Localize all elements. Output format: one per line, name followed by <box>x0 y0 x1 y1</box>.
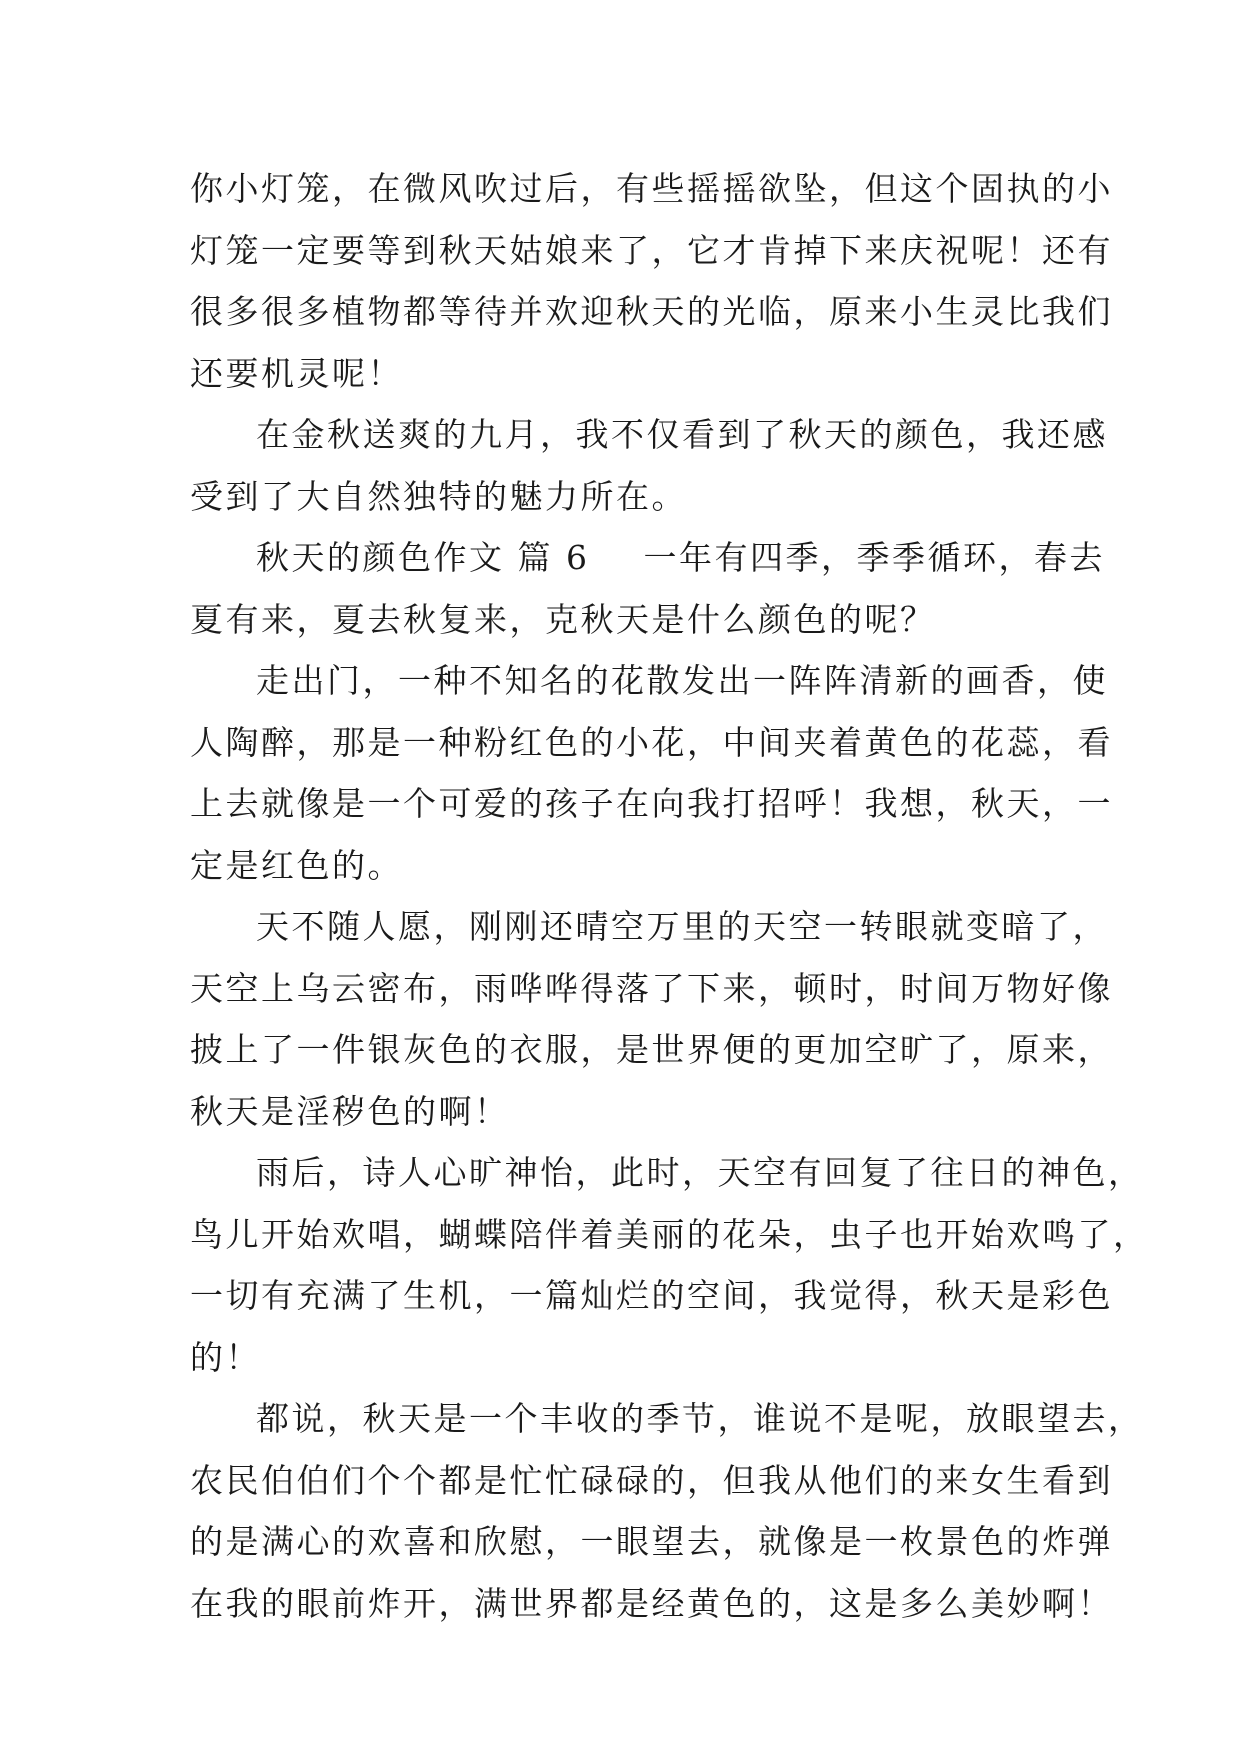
text-line: 夏有来，夏去秋复来，克秋天是什么颜色的呢？ <box>190 599 936 639</box>
text-line: 受到了大自然独特的魅力所在。 <box>190 476 687 516</box>
text-line: 的！ <box>190 1337 261 1377</box>
section-heading-line <box>190 527 1105 589</box>
text-line: 上去就像是一个可爱的孩子在向我打招呼！我想，秋天，一 <box>190 784 1113 823</box>
text-line: 秋天是淫秽色的啊！ <box>190 1091 510 1131</box>
paragraph-start-line: 都说，秋天是一个丰收的季节，谁说不是呢，放眼望去， <box>256 1399 1144 1438</box>
text-line: 你小灯笼，在微风吹过后，有些摇摇欲坠，但这个固执的小 <box>190 169 1113 208</box>
text-line: 很多很多植物都等待并欢迎秋天的光临，原来小生灵比我们 <box>190 292 1113 331</box>
text-line: 在我的眼前炸开，满世界都是经黄色的，这是多么美妙啊！ <box>190 1583 1113 1623</box>
essay-body <box>190 158 1149 1634</box>
paragraph-start-line: 走出门，一种不知名的花散发出一阵阵清新的画香，使 <box>256 661 1108 700</box>
text-line: 的是满心的欢喜和欣慰，一眼望去，就像是一枚景色的炸弹 <box>190 1522 1113 1561</box>
section-heading: 秋天的颜色作文 篇 6 <box>256 538 590 577</box>
section-intro-text: 一年有四季，季季循环，春去 <box>643 538 1105 577</box>
text-line: 人陶醉，那是一种粉红色的小花，中间夹着黄色的花蕊，看 <box>190 722 1113 762</box>
paragraph-start-line: 天不随人愿，刚刚还晴空万里的天空一转眼就变暗了， <box>256 907 1108 946</box>
text-line: 灯笼一定要等到秋天姑娘来了，它才肯掉下来庆祝呢！还有 <box>190 230 1113 270</box>
paragraph-start-line: 在金秋送爽的九月，我不仅看到了秋天的颜色，我还感 <box>256 415 1108 454</box>
paragraph-start-line: 雨后，诗人心旷神怡，此时，天空有回复了往日的神色， <box>256 1153 1144 1192</box>
text-line: 农民伯伯们个个都是忙忙碌碌的，但我从他们的来女生看到 <box>190 1460 1113 1500</box>
text-line: 还要机灵呢！ <box>190 353 403 393</box>
text-line: 鸟儿开始欢唱，蝴蝶陪伴着美丽的花朵，虫子也开始欢鸣了， <box>190 1214 1149 1254</box>
text-line: 披上了一件银灰色的衣服，是世界便的更加空旷了，原来， <box>190 1030 1113 1069</box>
text-line: 定是红色的。 <box>190 845 403 885</box>
text-line: 天空上乌云密布，雨哗哗得落了下来，顿时，时间万物好像 <box>190 968 1113 1008</box>
text-line: 一切有充满了生机，一篇灿烂的空间，我觉得，秋天是彩色 <box>190 1276 1113 1315</box>
